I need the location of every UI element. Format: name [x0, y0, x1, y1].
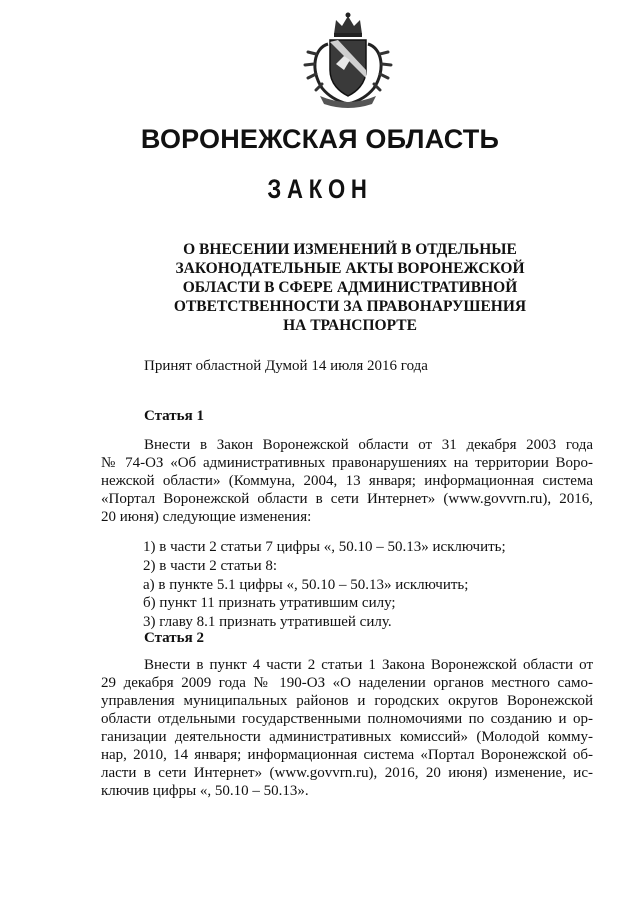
law-title	[150, 240, 550, 335]
list-item: б) пункт 11 признать утратившим силу;	[143, 595, 396, 612]
adoption-date: Принят областной Думой 14 июля 2016 года	[144, 358, 428, 374]
text-line: управления муниципальных районов и городских округов Воронежской	[101, 693, 593, 709]
text-line: нежской области» (Коммуна, 2004, 13 января; информационная система	[101, 473, 593, 489]
law-title-line: ЗАКОНОДАТЕЛЬНЫЕ АКТЫ ВОРОНЕЖСКОЙ	[175, 260, 525, 277]
article-1-heading: Статья 1	[144, 408, 204, 424]
article-1-items	[143, 538, 506, 632]
list-item: а) в пункте 5.1 цифры «, 50.10 – 50.13» исключить;	[143, 576, 469, 593]
text-line: ганизации деятельности административных комиссий» (Молодой комму-	[101, 729, 593, 745]
text-line: Внести в пункт 4 части 2 статьи 1 Закона Воронежской области от	[144, 657, 593, 673]
text-line: области отдельными государственными полномочиями по созданию и ор-	[101, 711, 593, 727]
list-item: 2) в части 2 статьи 8:	[143, 557, 278, 574]
document-type: ЗАКОН	[267, 174, 373, 204]
text-line: ключив цифры «, 50.10 – 50.13».	[101, 783, 309, 799]
text-line: 20 июня) следующие изменения:	[101, 509, 312, 525]
text-line: 29 декабря 2009 года № 190-ОЗ «О наделении органов местного само-	[101, 675, 593, 691]
law-title-line: ОТВЕТСТВЕННОСТИ ЗА ПРАВОНАРУШЕНИЯ	[173, 298, 527, 315]
coat-of-arms-icon	[300, 8, 396, 108]
text-line: № 74-ОЗ «Об административных правонарушениях на территории Воро-	[101, 455, 593, 471]
article-1-text	[101, 436, 593, 526]
text-line: нар, 2010, 14 января; информационная система «Портал Воронежской об-	[101, 747, 593, 763]
text-line: Внести в Закон Воронежской области от 31 декабря 2003 года	[144, 437, 593, 453]
text-line: ласти в сети Интернет» (www.govvrn.ru), 2016, 20 июня) изменение, ис-	[101, 765, 593, 781]
list-item: 1) в части 2 статьи 7 цифры «, 50.10 – 50.13» исключить;	[143, 539, 506, 555]
law-title-line: НА ТРАНСПОРТЕ	[283, 317, 417, 334]
law-title-line: О ВНЕСЕНИИ ИЗМЕНЕНИЙ В ОТДЕЛЬНЫЕ	[183, 241, 517, 258]
article-2-heading: Статья 2	[144, 630, 204, 646]
list-item: 3) главу 8.1 признать утратившей силу.	[143, 614, 392, 631]
text-line: «Портал Воронежской области в сети Интернет» (www.govvrn.ru), 2016,	[101, 491, 593, 507]
law-title-line: ОБЛАСТИ В СФЕРЕ АДМИНИСТРАТИВНОЙ	[182, 279, 518, 296]
article-2-text	[101, 656, 593, 800]
region-name: ВОРОНЕЖСКАЯ ОБЛАСТЬ	[140, 124, 500, 154]
